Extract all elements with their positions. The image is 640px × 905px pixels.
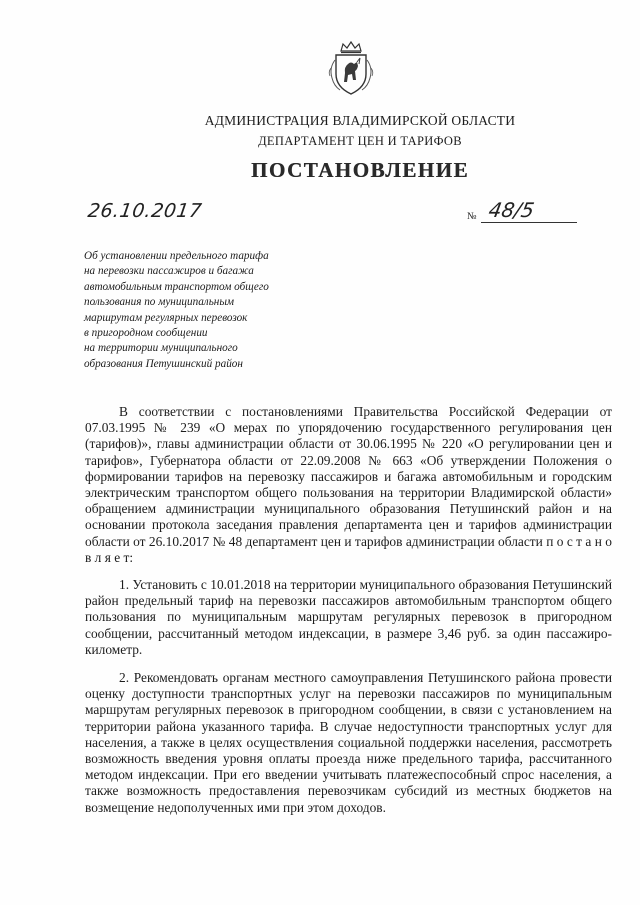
coat-of-arms-icon — [326, 40, 376, 98]
item-1-paragraph: 1. Установить с 10.01.2018 на территории муниципального образования Петушинский район предельный тариф на перевозки пассажиров автомобильным транспортом общего пользования по муниципальным маршрутам регулярных перевозок в пригородном сообщении, рассчитанный методом индексации, в размере 3,46 руб. за один пассажиро-километр. — [85, 577, 612, 657]
document-number-field — [467, 200, 579, 226]
document-number: 48/5 — [486, 198, 537, 222]
organization-name: АДМИНИСТРАЦИЯ ВЛАДИМИРСКОЙ ОБЛАСТИ — [204, 113, 516, 128]
subject-line: образования Петушинский район — [84, 357, 243, 370]
subject-line: на перевозки пассажиров и багажа — [84, 265, 254, 278]
subject-line: автомобильным транспортом общего — [84, 280, 269, 293]
department-name: ДЕПАРТАМЕНТ ЦЕН И ТАРИФОВ — [258, 134, 462, 148]
number-underline — [481, 222, 577, 223]
number-sign: № — [467, 211, 477, 222]
subject-line: в пригородном сообщении — [84, 327, 208, 340]
document-type-title: ПОСТАНОВЛЕНИЕ — [251, 158, 469, 182]
document-body — [85, 404, 612, 816]
subject-line: на территории муниципального — [84, 342, 238, 355]
subject-line: Об установлении предельного тарифа — [84, 250, 269, 262]
document-date: 26.10.2017 — [86, 200, 204, 222]
subject-line: маршрутам регулярных перевозок — [84, 311, 248, 324]
preamble-paragraph: В соответствии с постановлениями Правительства Российской Федерации от 07.03.1995 № 239 «О мерах по упорядочению государственного регулирования цен (тарифов)», главы администрации области от 30.06.1995 № 220 «О регулировании цен и тарифов», Губернатора области от 22.09.2008 № 663 «Об утверждении Положения о формировании тарифов на перевозку пассажиров и багажа автомобильным и городским электрическим транспортом общего пользования на территории Владимирской области» обращением администрации муниципального образования Петушинский район и на основании протокола заседания правления департамента цен и тарифов администрации области от 26.10.2017 № 48 департамент цен и тарифов администрации области п о с т а н о в л я е т: — [85, 404, 612, 565]
subject-line: пользования по муниципальным — [84, 296, 235, 309]
item-2-paragraph: 2. Рекомендовать органам местного самоуправления Петушинского района провести оценку доступности транспортных услуг на перевозки пассажиров по муниципальным маршрутам регулярных перевозок в пригородном сообщении, в связи с установлением на территории района указанного тарифа. В случае недоступности транспортных услуг для населения, а также в целях осуществления социальной поддержки населения, рассмотреть возможность введения уровня оплаты проезда ниже предельного тарифа, рассчитанного методом индексации. При его введении учитывать платежеспособный спрос населения, а также возможность предоставления перевозчикам субсидий из местных бюджетов на возмещение недополученных ими при этом доходов. — [85, 670, 612, 815]
subject-block — [84, 249, 324, 372]
